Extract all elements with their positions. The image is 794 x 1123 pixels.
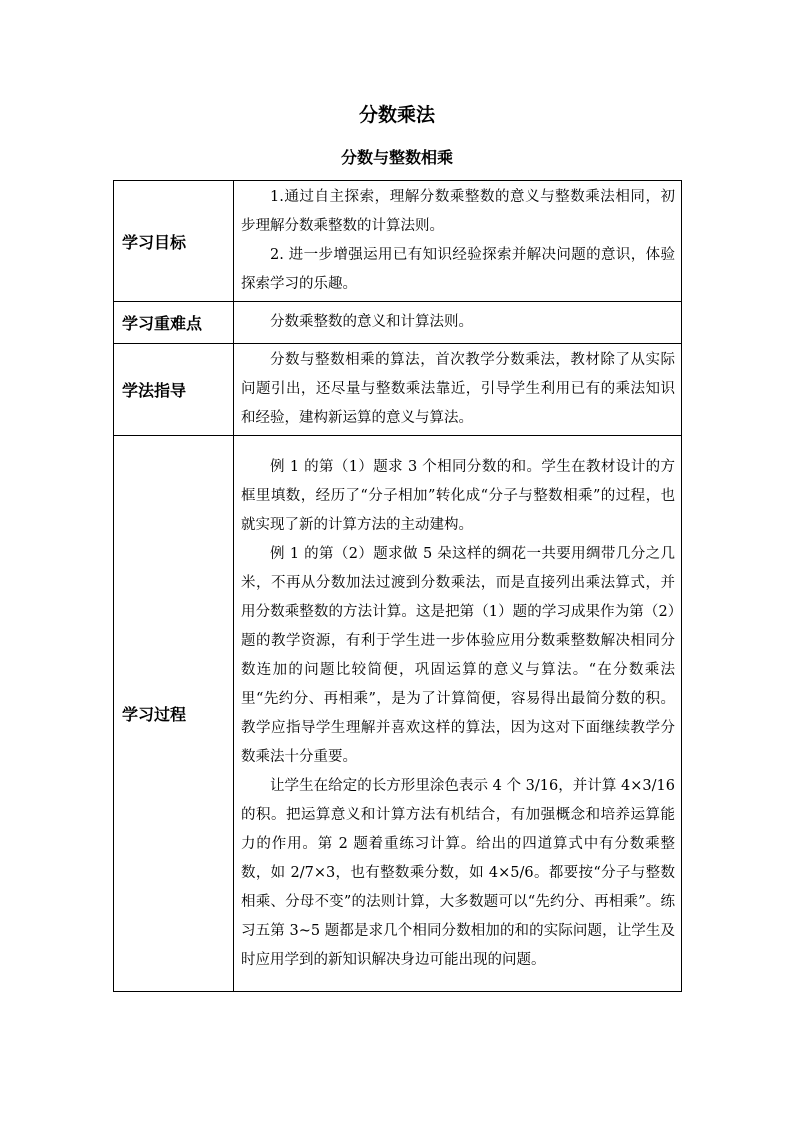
row-content-learning-process xyxy=(234,436,682,992)
row-label-method-guide: 学法指导 xyxy=(114,344,234,436)
row-label-learning-process: 学习过程 xyxy=(114,436,234,992)
document-title: 分数乘法 xyxy=(358,104,435,126)
table-row-key-points xyxy=(114,302,682,344)
objective-paragraph: 1.通过自主探索，理解分数乘整数的意义与整数乘法相同，初步理解分数乘整数的计算法则。 xyxy=(241,189,675,234)
objective-paragraph: 2. 进一步增强运用已有知识经验探索并解决问题的意识，体验探索学习的乐趣。 xyxy=(241,247,675,292)
table-row-learning-process xyxy=(114,436,682,992)
table-row-method-guide xyxy=(114,344,682,436)
process-paragraph: 例 1 的第（2）题求做 5 朵这样的绸花一共要用绸带几分之几米，不再从分数加法过渡到分数乘法，而是直接列出乘法算式，并用分数乘整数的方法计算。这是把第（1）题的学习成果作为第（2）题的教学资源，有利于学生进一步体验应用分数乘整数解决相同分数连加的问题比较简便，巩固运算的意义与算法。“在分数乘法里“先约分、再相乘”，是为了计算简便，容易得出最简分数的积。教学应指导学生理解并喜欢这样的算法，因为这对下面继续教学分数乘法十分重要。 xyxy=(241,545,675,765)
process-paragraph: 例 1 的第（1）题求 3 个相同分数的和。学生在教材设计的方框里填数，经历了“分子相加”转化成“分子与整数相乘”的过程，也就实现了新的计算方法的主动建构。 xyxy=(241,458,675,533)
key-points-paragraph: 分数乘整数的意义和计算法则。 xyxy=(270,314,473,330)
method-guide-paragraph: 分数与整数相乘的算法，首次教学分数乘法，教材除了从实际问题引出，还尽量与整数乘法靠近，引导学生利用已有的乘法知识和经验，建构新运算的意义与算法。 xyxy=(241,352,675,426)
row-content-method-guide xyxy=(234,344,682,436)
row-content-key-points xyxy=(234,302,682,344)
process-paragraph: 让学生在给定的长方形里涂色表示 4 个 3/16，并计算 4×3/16 的积。把运算意义和计算方法有机结合，有加强概念和培养运算能力的作用。第 2 题着重练习计算。给出的四道算式中有分数乘整数，如 2/7×3，也有整数乘分数，如 4×5/6。都要按“分子与整数相乘、分母不变”的法则计算，大多数题可以“先约分、再相乘”。练习五第 3~5 题都是求几个相同分数相加的和的实际问题，让学生及时应用学到的新知识解决身边可能出现的问题。 xyxy=(241,777,675,968)
row-content-objectives xyxy=(234,181,682,302)
table-row-objectives xyxy=(114,181,682,302)
document-subtitle: 分数与整数相乘 xyxy=(340,148,453,167)
row-label-objectives: 学习目标 xyxy=(114,181,234,302)
lesson-plan-table xyxy=(113,180,682,992)
row-label-key-points: 学习重难点 xyxy=(114,302,234,344)
